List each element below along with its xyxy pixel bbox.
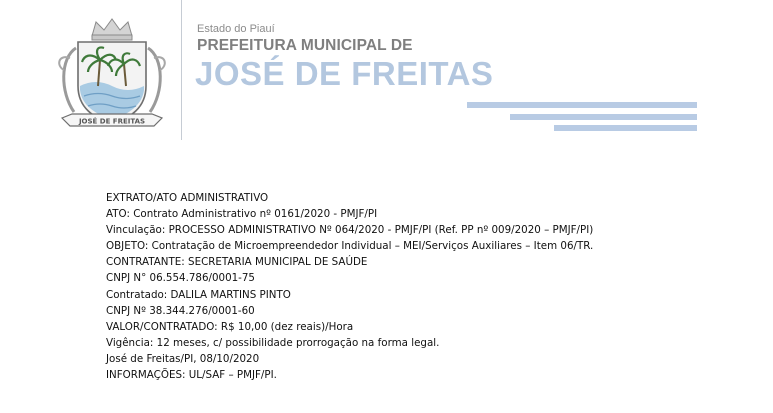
seal-ribbon-text: JOSÉ DE FREITAS [78, 117, 146, 126]
city-title: JOSÉ DE FREITAS [195, 55, 494, 92]
header-divider [181, 0, 182, 140]
doc-contracted-cnpj: CNPJ Nº 38.344.276/0001-60 [106, 304, 255, 317]
doc-place-date: José de Freitas/PI, 08/10/2020 [106, 352, 260, 365]
doc-validity: Vigência: 12 meses, c/ possibilidade prorrogação na forma legal. [106, 336, 440, 349]
doc-act: ATO: Contrato Administrativo nº 0161/2020 - PMJF/PI [106, 208, 378, 221]
doc-contractor-cnpj: CNPJ N° 06.554.786/0001-75 [106, 272, 255, 285]
decorative-bar [510, 114, 697, 120]
decorative-bar [467, 102, 697, 108]
doc-contractor: CONTRATANTE: SECRETARIA MUNICIPAL DE SAÚDE [106, 256, 368, 269]
extract-document [106, 190, 756, 383]
doc-info: INFORMAÇÕES: UL/SAF – PMJF/PI. [106, 369, 277, 382]
decorative-bar [554, 125, 697, 131]
municipal-seal-icon [54, 14, 170, 138]
doc-object: OBJETO: Contratação de Microempreendedor Individual – MEI/Serviços Auxiliares – Item 06/TR. [106, 240, 594, 253]
doc-binding: Vinculação: PROCESSO ADMINISTRATIVO Nº 064/2020 - PMJF/PI (Ref. PP nº 009/2020 – PMJF/PI) [106, 224, 594, 237]
doc-contracted: Contratado: DALILA MARTINS PINTO [106, 288, 291, 301]
state-label: Estado do Piauí [197, 23, 275, 35]
doc-value: VALOR/CONTRATADO: R$ 10,00 (dez reais)/Hora [106, 320, 354, 333]
prefecture-label: PREFEITURA MUNICIPAL DE [197, 37, 413, 54]
doc-heading: EXTRATO/ATO ADMINISTRATIVO [106, 192, 269, 204]
